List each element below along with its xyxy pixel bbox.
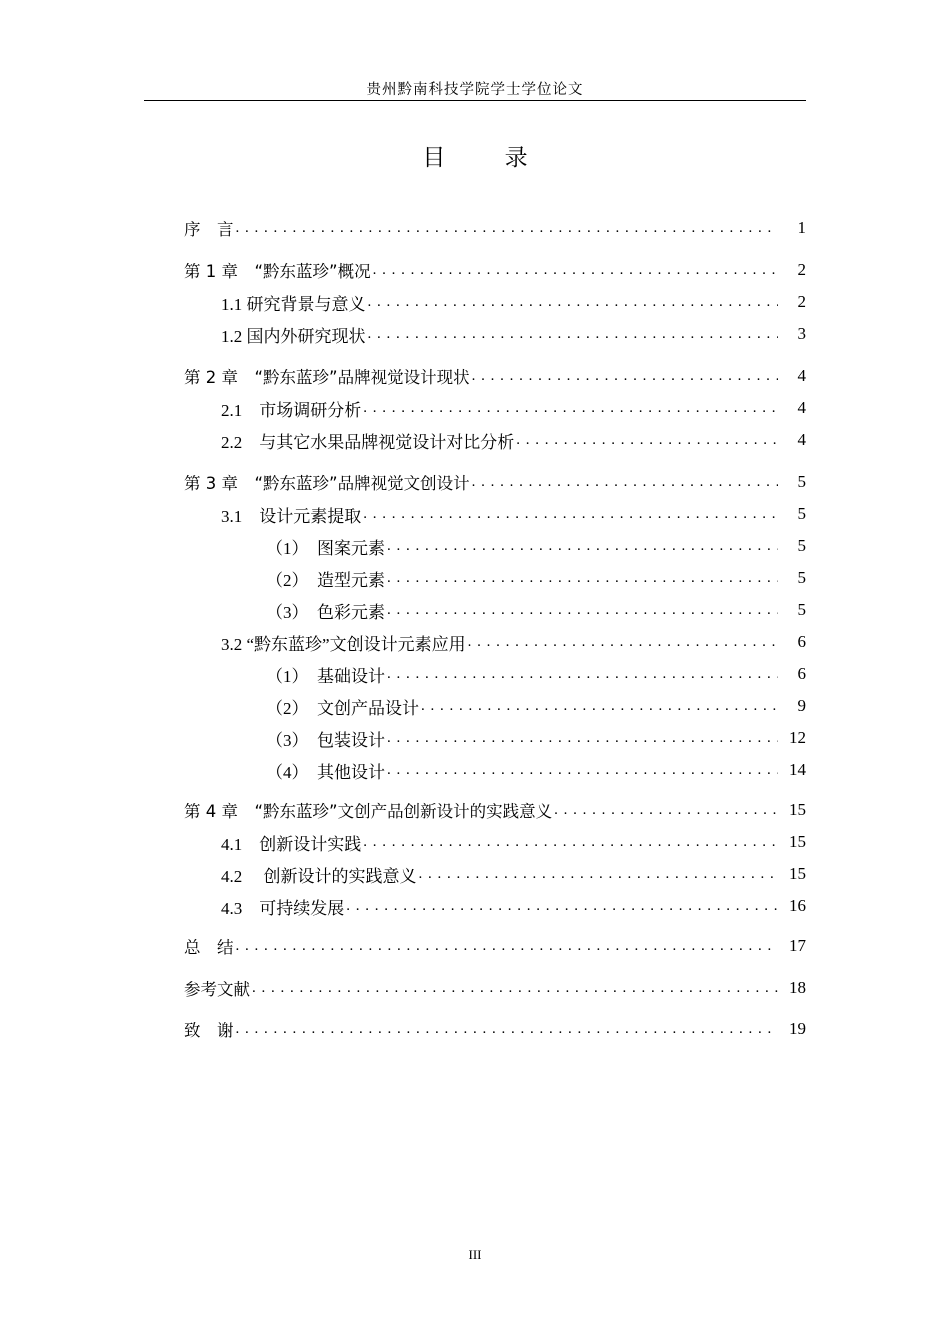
toc-entry-label: （2） 文创产品设计 [266,698,419,718]
toc-entry-page: 2 [797,292,806,311]
toc-leader [387,534,778,558]
toc-entry-4-3[interactable] [221,894,806,918]
toc-entry-page: 16 [789,896,806,915]
toc-leader [419,862,779,886]
toc-leader [236,934,779,958]
toc-entry-label: 4.3 可持续发展 [221,898,345,918]
toc-entry-page: 6 [797,632,806,651]
toc-leader [236,1017,779,1041]
toc-leader [363,830,778,854]
toc-entry-label: 4.2 创新设计的实践意义 [221,866,417,886]
toc-leader [346,894,778,918]
toc-leader [421,694,778,718]
toc-entry-label: 2.1 市场调研分析 [221,400,362,420]
toc-entry-label: 3.1 设计元素提取 [221,506,362,526]
toc-entry-page: 17 [789,936,806,955]
toc-entry-2-1[interactable] [221,396,806,420]
toc-entry-page: 12 [789,728,806,747]
toc-leader [387,598,778,622]
toc-entry-label: （1） 基础设计 [266,666,385,686]
toc-entry-page: 5 [797,536,806,555]
toc-leader [363,502,778,526]
toc-leader [554,798,778,822]
toc-leader [363,396,778,420]
toc-entry-page: 4 [797,430,806,449]
toc-entry-page: 4 [797,366,806,385]
toc-leader [387,758,778,782]
toc-entry-3-2-3[interactable] [266,726,806,750]
toc-entry-2-2[interactable] [221,428,806,452]
toc-entry-label: 2.2 与其它水果品牌视觉设计对比分析 [221,432,515,452]
toc-entry-label: 致 谢 [184,1021,234,1040]
toc-leader [516,428,778,452]
toc-leader [387,726,778,750]
toc-leader [468,630,778,654]
toc-entry-4-2[interactable] [221,862,806,886]
toc-entry-3-2-1[interactable] [266,662,806,686]
toc-entry-3-2-4[interactable] [266,758,806,782]
toc-entry-page: 4 [797,398,806,417]
toc-entry-preface[interactable] [184,216,806,240]
toc-leader [472,364,778,388]
toc-entry-label: （1） 图案元素 [266,538,385,558]
running-header: 贵州黔南科技学院学士学位论文 [366,82,584,98]
toc-entry-3-2[interactable] [221,630,806,654]
toc-entry-1-1[interactable] [221,290,806,314]
toc-entry-label: 1.1 研究背景与意义 [221,294,366,314]
toc-entry-label: 总 结 [184,938,234,957]
toc-entry-3-1-2[interactable] [266,566,806,590]
toc-leader [387,662,778,686]
toc-entry-page: 19 [789,1019,806,1038]
toc-leader [252,976,778,1000]
toc-entry-1-2[interactable] [221,322,806,346]
toc-entry-label: （3） 包装设计 [266,730,385,750]
toc-entry-label: 第 3 章 “黔东蓝珍”品牌视觉文创设计 [184,474,470,493]
toc-entry-chapter-1[interactable] [184,258,806,282]
toc-leader [472,470,778,494]
toc-entry-label: （4） 其他设计 [266,762,385,782]
toc-entry-acknowledgements[interactable] [184,1017,806,1041]
toc-entry-label: 第 2 章 “黔东蓝珍”品牌视觉设计现状 [184,368,470,387]
toc-entry-chapter-3[interactable] [184,470,806,494]
toc-entry-label: 3.2 “黔东蓝珍”文创设计元素应用 [221,634,466,654]
toc-entry-page: 3 [797,324,806,343]
toc-entry-page: 18 [789,978,806,997]
toc-title: 目 录 [422,145,554,171]
toc-entry-3-1-3[interactable] [266,598,806,622]
toc-entry-page: 5 [797,600,806,619]
toc-entry-page: 6 [797,664,806,683]
toc-entry-references[interactable] [184,976,806,1000]
toc-entry-page: 1 [797,218,806,237]
toc-entry-label: （2） 造型元素 [266,570,385,590]
toc-leader [368,322,779,346]
toc-leader [387,566,778,590]
toc-entry-page: 9 [797,696,806,715]
toc-entry-label: 参考文献 [184,980,250,999]
toc-entry-page: 15 [789,864,806,883]
toc-entry-3-1[interactable] [221,502,806,526]
header-rule [144,100,806,101]
toc-entry-page: 5 [797,504,806,523]
toc-entry-page: 14 [789,760,806,779]
toc-leader [373,258,778,282]
toc-entry-page: 2 [797,260,806,279]
toc-entry-label: 序 言 [184,220,234,239]
page-number: III [468,1247,482,1262]
toc-entry-4-1[interactable] [221,830,806,854]
toc-entry-label: 第 4 章 “黔东蓝珍”文创产品创新设计的实践意义 [184,802,553,821]
toc-entry-label: 第 1 章 “黔东蓝珍”概况 [184,262,371,281]
toc-entry-chapter-2[interactable] [184,364,806,388]
toc-entry-3-2-2[interactable] [266,694,806,718]
toc-entry-conclusion[interactable] [184,934,806,958]
toc-entry-page: 15 [789,832,806,851]
toc-entry-page: 15 [789,800,806,819]
toc-entry-label: （3） 色彩元素 [266,602,385,622]
toc-entry-page: 5 [797,568,806,587]
toc-entry-page: 5 [797,472,806,491]
toc-entry-label: 1.2 国内外研究现状 [221,326,366,346]
toc-leader [368,290,779,314]
toc-entry-label: 4.1 创新设计实践 [221,834,362,854]
toc-leader [236,216,779,240]
toc-entry-chapter-4[interactable] [184,798,806,822]
toc-entry-3-1-1[interactable] [266,534,806,558]
